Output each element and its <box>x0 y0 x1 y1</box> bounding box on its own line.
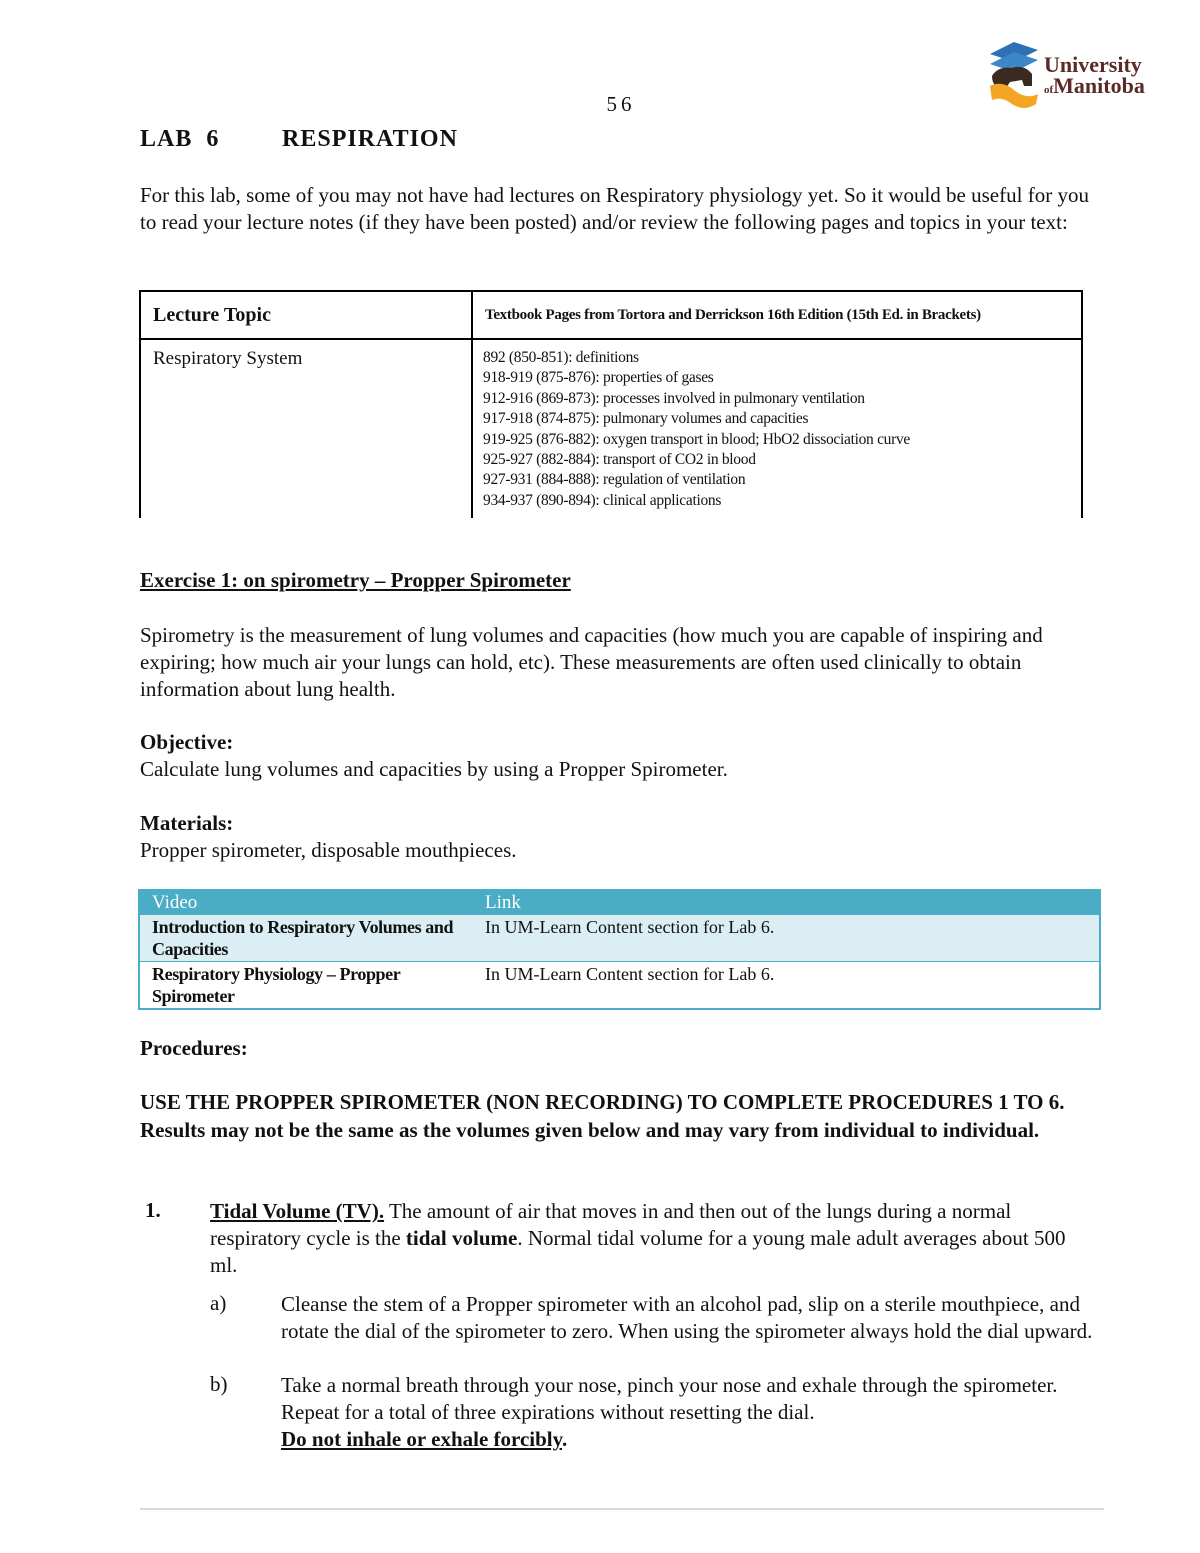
bison-shield-icon <box>988 40 1040 112</box>
page-reference: 912-916 (869-873): processes involved in pulmonary ventilation <box>483 389 865 407</box>
page-reference: 918-919 (875-876): properties of gases <box>483 369 714 387</box>
objective-label: Objective: <box>140 730 234 754</box>
procedures-instruction: USE THE PROPPER SPIROMETER (NON RECORDING) TO COMPLETE PROCEDURES 1 TO 6. Results may not be the same as the volumes given below and may vary from individual to individual. <box>140 1090 1065 1142</box>
warning-text: Do not inhale or exhale forcibly <box>281 1427 562 1451</box>
tidal-volume-bold: tidal volume <box>405 1226 518 1250</box>
lecture-topic-cell: Respiratory System <box>140 339 472 518</box>
table-row <box>139 915 1100 962</box>
textbook-pages-table <box>139 290 1083 518</box>
video-link[interactable]: In UM-Learn Content section for Lab 6. <box>473 915 1100 962</box>
item-number: 1. <box>145 1198 161 1222</box>
page-number: 56 <box>606 92 636 116</box>
page-reference: 919-925 (876-882): oxygen transport in blood; HbO2 dissociation curve <box>483 430 911 448</box>
step-text: Take a normal breath through your nose, pinch your nose and exhale through the spirometer. Repeat for a total of three expirations without resetting the dial. <box>281 1373 1058 1424</box>
page-reference: 927-931 (884-888): regulation of ventilation <box>483 471 746 489</box>
page-reference: 934-937 (890-894): clinical applications <box>483 491 722 509</box>
step-label: a) <box>210 1291 227 1315</box>
materials-label: Materials: <box>140 811 234 835</box>
warning-period: . <box>561 1427 568 1451</box>
video-title: Introduction to Respiratory Volumes and Capacities <box>139 915 473 962</box>
link-column-header: Link <box>473 890 1100 915</box>
video-title: Respiratory Physiology – Propper Spirometer <box>152 964 401 1006</box>
lab-label: LAB 6 <box>140 126 220 152</box>
page-reference: 892 (850-851): definitions <box>483 349 639 366</box>
exercise-title: Exercise 1: on spirometry – Propper Spirometer <box>140 568 571 592</box>
video-table <box>138 889 1101 1010</box>
textbook-pages-header: Textbook Pages from Tortora and Derrickson 16th Edition (15th Ed. in Brackets) <box>472 291 1082 339</box>
exercise-description: Spirometry is the measurement of lung volumes and capacities (how much you are capable of inspiring and expiring; how much air your lungs can hold, etc). These measurements are often used clinically to obtain information about lung health. <box>140 623 1043 701</box>
video-column-header: Video <box>139 890 473 915</box>
page-reference: 917-918 (874-875): pulmonary volumes and capacities <box>483 410 809 428</box>
lab-title: RESPIRATION <box>282 126 458 152</box>
footer-divider <box>140 1508 1104 1510</box>
page-reference: 925-927 (882-884): transport of CO2 in blood <box>483 451 756 469</box>
tidal-volume-term: Tidal Volume (TV). <box>210 1199 385 1223</box>
step-label: b) <box>210 1372 228 1396</box>
logo-university-text: University <box>1044 52 1142 77</box>
lecture-topic-header: Lecture Topic <box>140 291 472 339</box>
table-row <box>139 962 1100 1010</box>
procedures-label: Procedures: <box>140 1036 248 1060</box>
step-text: Cleanse the stem of a Propper spirometer with an alcohol pad, slip on a sterile mouthpiece, and rotate the dial of the spirometer to zero. When using the spirometer always hold the dial upward. <box>281 1292 1093 1343</box>
objective-text: Calculate lung volumes and capacities by using a Propper Spirometer. <box>140 757 728 781</box>
tidal-volume-text-end: . Normal tidal volume for a young male adult averages about 500 ml. <box>210 1226 1066 1277</box>
step-body <box>281 1372 1101 1453</box>
video-link[interactable]: In UM-Learn Content section for Lab 6. <box>485 964 775 984</box>
textbook-pages-list <box>472 339 1082 518</box>
lab-heading <box>140 126 458 153</box>
university-logo <box>988 40 1158 112</box>
logo-manitoba-text: Manitoba <box>1053 73 1145 98</box>
intro-paragraph: For this lab, some of you may not have had lectures on Respiratory physiology yet. So it would be useful for you to read your lecture notes (if they have been posted) and/or review the following pages and topics in your text: <box>140 183 1089 234</box>
materials-text: Propper spirometer, disposable mouthpieces. <box>140 838 517 862</box>
tidal-volume-text: The amount of air that moves in and then out of the lungs during a normal respiratory cycle is the <box>210 1199 1012 1250</box>
logo-of-text: of <box>1044 84 1054 96</box>
tidal-volume-paragraph <box>210 1198 1090 1279</box>
